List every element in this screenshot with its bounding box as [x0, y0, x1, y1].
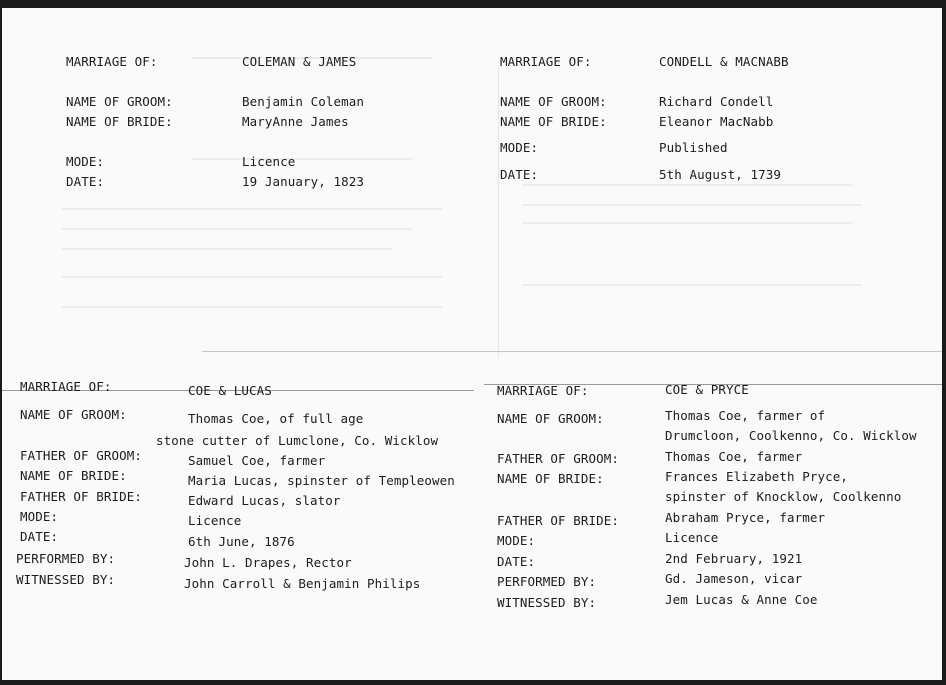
date-value: 19 January, 1823: [242, 174, 365, 189]
marriage-of-label: MARRIAGE OF:: [500, 54, 592, 69]
record-sheet: [2, 8, 942, 680]
marriage-of-value: COE & PRYCE: [665, 382, 749, 397]
show-through-mark: [498, 68, 499, 358]
performed-by-value: Gd. Jameson, vicar: [665, 571, 803, 586]
father-of-bride-label: FATHER OF BRIDE:: [20, 489, 143, 504]
show-through-mark: [62, 248, 392, 250]
marriage-of-label: MARRIAGE OF:: [66, 54, 158, 69]
mode-value: Licence: [188, 513, 242, 528]
marriage-of-value: COLEMAN & JAMES: [242, 54, 357, 69]
show-through-mark: [62, 208, 442, 210]
show-through-mark: [62, 276, 442, 278]
father-of-bride-value: Abraham Pryce, farmer: [665, 510, 826, 525]
name-of-bride-label: NAME OF BRIDE:: [66, 114, 173, 129]
performed-by-value: John L. Drapes, Rector: [184, 555, 352, 570]
marriage-of-value: COE & LUCAS: [188, 383, 272, 398]
mode-value: Licence: [665, 530, 719, 545]
witnessed-by-value: John Carroll & Benjamin Philips: [184, 576, 421, 591]
name-of-bride-value-continued: spinster of Knocklow, Coolkenno: [665, 489, 902, 504]
father-of-groom-label: FATHER OF GROOM:: [497, 451, 620, 466]
show-through-mark: [192, 158, 412, 160]
mode-value: Licence: [242, 154, 296, 169]
date-value: 6th June, 1876: [188, 534, 295, 549]
performed-by-label: PERFORMED BY:: [16, 551, 116, 566]
show-through-mark: [522, 184, 852, 186]
name-of-groom-value: Thomas Coe, of full age: [188, 411, 364, 426]
father-of-groom-value: Thomas Coe, farmer: [665, 449, 803, 464]
witnessed-by-label: WITNESSED BY:: [16, 572, 116, 587]
name-of-bride-label: NAME OF BRIDE:: [497, 471, 604, 486]
name-of-groom-label: NAME OF GROOM:: [66, 94, 173, 109]
date-value: 2nd February, 1921: [665, 551, 803, 566]
mode-label: MODE:: [497, 533, 536, 548]
witnessed-by-label: WITNESSED BY:: [497, 595, 597, 610]
mode-label: MODE:: [500, 140, 539, 155]
mode-label: MODE:: [20, 509, 59, 524]
separator-rule: [202, 351, 942, 352]
show-through-mark: [522, 284, 862, 286]
name-of-groom-label: NAME OF GROOM:: [20, 407, 127, 422]
date-label: DATE:: [20, 529, 59, 544]
name-of-bride-value: Maria Lucas, spinster of Templeowen: [188, 473, 455, 488]
performed-by-label: PERFORMED BY:: [497, 574, 597, 589]
witnessed-by-value: Jem Lucas & Anne Coe: [665, 592, 818, 607]
show-through-mark: [522, 222, 852, 224]
mode-label: MODE:: [66, 154, 105, 169]
father-of-bride-label: FATHER OF BRIDE:: [497, 513, 620, 528]
show-through-mark: [62, 306, 442, 308]
marriage-of-label: MARRIAGE OF:: [20, 379, 112, 394]
date-value: 5th August, 1739: [659, 167, 782, 182]
name-of-bride-value: MaryAnne James: [242, 114, 349, 129]
name-of-groom-value: Richard Condell: [659, 94, 774, 109]
name-of-groom-label: NAME OF GROOM:: [497, 411, 604, 426]
mode-value: Published: [659, 140, 728, 155]
marriage-of-label: MARRIAGE OF:: [497, 383, 589, 398]
name-of-groom-value-continued: stone cutter of Lumclone, Co. Wicklow: [156, 433, 439, 448]
name-of-groom-value-continued: Drumcloon, Coolkenno, Co. Wicklow: [665, 428, 917, 443]
name-of-bride-value: Frances Elizabeth Pryce,: [665, 469, 849, 484]
marriage-of-value: CONDELL & MACNABB: [659, 54, 789, 69]
date-label: DATE:: [500, 167, 539, 182]
name-of-groom-value: Thomas Coe, farmer of: [665, 408, 826, 423]
name-of-groom-value: Benjamin Coleman: [242, 94, 365, 109]
date-label: DATE:: [66, 174, 105, 189]
show-through-mark: [522, 204, 862, 206]
name-of-groom-label: NAME OF GROOM:: [500, 94, 607, 109]
show-through-mark: [62, 228, 412, 230]
father-of-groom-label: FATHER OF GROOM:: [20, 448, 143, 463]
father-of-bride-value: Edward Lucas, slator: [188, 493, 341, 508]
name-of-bride-label: NAME OF BRIDE:: [20, 468, 127, 483]
father-of-groom-value: Samuel Coe, farmer: [188, 453, 326, 468]
name-of-bride-label: NAME OF BRIDE:: [500, 114, 607, 129]
name-of-bride-value: Eleanor MacNabb: [659, 114, 774, 129]
date-label: DATE:: [497, 554, 536, 569]
